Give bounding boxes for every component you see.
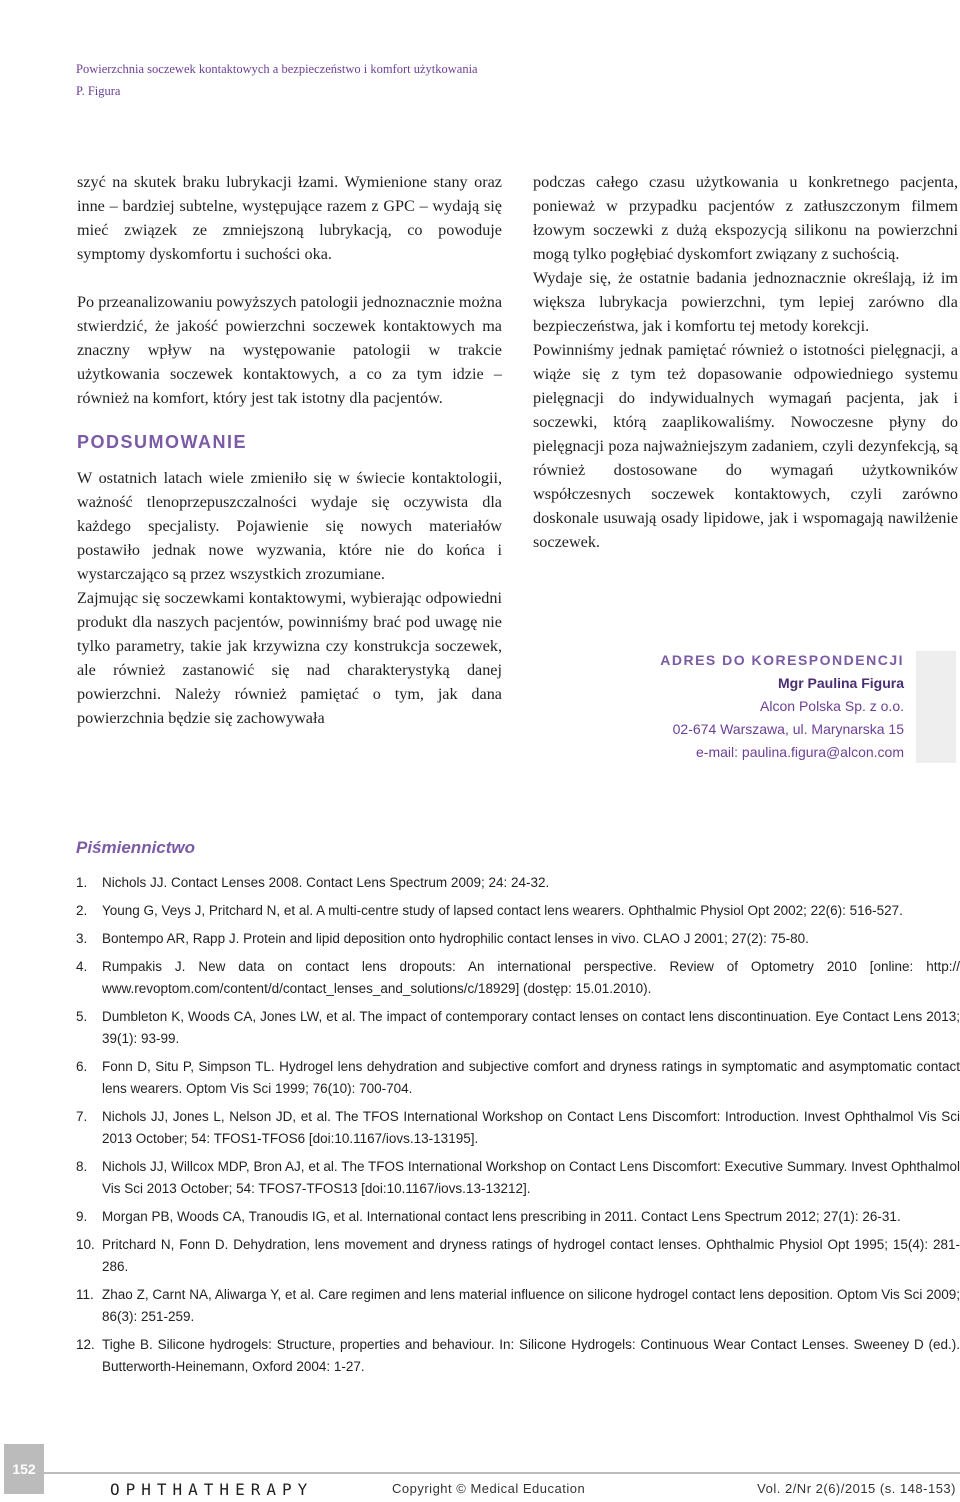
reference-item <box>76 1056 960 1100</box>
reference-item <box>76 872 960 894</box>
reference-item <box>76 1106 960 1150</box>
right-paragraph-1: podczas całego czasu użytkowania u konkretnego pacjenta, ponieważ w przypadku pacjentów z zatłuszczonym filmem łzowym soczewki z dużą ekspozycją silikonu na powierzchni mogą tylko pogłębiać dyskomfort związany z suchością. <box>533 173 958 263</box>
reference-number: 4. <box>76 959 88 974</box>
right-column <box>533 170 958 554</box>
reference-text: Nichols JJ, Willcox MDP, Bron AJ, et al. The TFOS International Workshop on Contact Lens Discomfort: Executive Summary. Invest Ophthalmol Vis Sci 2013 October; 54: TFOS7-TFOS13 [doi:10.1167/iovs.13-13212]. <box>102 1159 960 1196</box>
reference-text: Young G, Veys J, Pritchard N, et al. A multi-centre study of lapsed contact lens wearers. Ophthalmic Physiol Opt 2002; 22(6): 516-527. <box>102 903 903 918</box>
reference-item <box>76 1006 960 1050</box>
references-title: Piśmiennictwo <box>76 838 196 857</box>
footer-volume: Vol. 2/Nr 2(6)/2015 (s. 148-153) <box>757 1481 956 1496</box>
reference-item <box>76 1156 960 1200</box>
section-heading-summary: PODSUMOWANIE <box>77 432 248 452</box>
footer-copyright: Copyright © Medical Education <box>392 1481 586 1496</box>
reference-text: Rumpakis J. New data on contact lens dropouts: An international perspective. Review of Optometry 2010 [online: http:// www.revoptom.com/content/d/contact_lenses_and_solutions/c/18929] (dostęp: 15.01.2010). <box>102 959 960 996</box>
reference-number: 11. <box>76 1287 94 1302</box>
running-head-title: Powierzchnia soczewek kontaktowych a bezpieczeństwo i komfort użytkowania <box>76 62 478 76</box>
reference-item <box>76 1284 960 1328</box>
reference-number: 2. <box>76 903 88 918</box>
right-paragraph-3: Powinniśmy jednak pamiętać również o istotności pielęgnacji, a wiąże się z tym też dopasowanie odpowiedniego systemu pielęgnacji do indywidualnych wymagań pacjenta, jak i soczewki, którą zaaplikowaliśmy. Nowoczesne płyny do pielęgnacji poza najważniejszym zadaniem, czyli dezynfekcją, są również dostosowane do wymagań użytkowników współczesnych soczewek kontaktowych, czyli zarówno doskonale usuwają osady lipidowe, jak i wspomagają nawilżenie soczewek. <box>533 341 958 551</box>
reference-text: Bontempo AR, Rapp J. Protein and lipid deposition onto hydrophilic contact lenses in vivo. CLAO J 2001; 27(2): 75-80. <box>102 931 809 946</box>
running-head-author: P. Figura <box>76 84 121 98</box>
left-paragraph-2: Po przeanalizowaniu powyższych patologii jednoznacznie można stwierdzić, że jakość powierzchni soczewek kontaktowych ma znaczny wpływ na występowanie patologii w trakcie użytkowania soczewek kontaktowych, a co za tym idzie – również na komfort, który jest tak istotny dla pacjentów. <box>77 293 502 407</box>
right-paragraph-2: Wydaje się, że ostatnie badania jednoznacznie określają, iż im większa lubrykacja powierzchni, tym lepiej zarówno dla bezpieczeństwa, jak i komfortu tej metody korekcji. <box>533 269 958 335</box>
running-head <box>76 58 478 102</box>
reference-text: Nichols JJ. Contact Lenses 2008. Contact Lens Spectrum 2009; 24: 24-32. <box>102 875 550 890</box>
correspondence-email[interactable]: e-mail: paulina.figura@alcon.com <box>696 744 904 760</box>
reference-text: Zhao Z, Carnt NA, Aliwarga Y, et al. Care regimen and lens material influence on silicone hydrogel contact lens deposition. Optom Vis Sci 2009; 86(3): 251-259. <box>102 1287 960 1324</box>
footer-divider <box>44 1472 960 1474</box>
reference-number: 3. <box>76 931 88 946</box>
correspondence-name: Mgr Paulina Figura <box>777 675 904 691</box>
reference-text: Morgan PB, Woods CA, Tranoudis IG, et al. International contact lens prescribing in 2011. Contact Lens Spectrum 2012; 27(1): 26-31. <box>102 1209 901 1224</box>
reference-number: 5. <box>76 1009 88 1024</box>
reference-item <box>76 1334 960 1378</box>
reference-number: 6. <box>76 1059 88 1074</box>
references-list <box>76 872 960 1384</box>
reference-text: Fonn D, Situ P, Simpson TL. Hydrogel lens dehydration and subjective comfort and dryness ratings in symptomatic and asymptomatic contact lens wearers. Optom Vis Sci 1999; 76(10): 700-704. <box>102 1059 960 1096</box>
correspondence-block <box>660 649 904 764</box>
left-column <box>77 170 502 730</box>
correspondence-heading: ADRES DO KORESPONDENCJI <box>660 652 904 668</box>
left-paragraph-4: Zajmując się soczewkami kontaktowymi, wybierając odpowiedni produkt dla naszych pacjentów, powinniśmy brać pod uwagę nie tylko parametry, takie jak krzywizna czy konstrukcja soczewek, ale również zastanowić się nad charakterystyką danej powierzchni. Należy również pamiętać o tym, jak dana powierzchnia będzie się zachowywała <box>77 589 502 727</box>
left-paragraph-1: szyć na skutek braku lubrykacji łzami. Wymienione stany oraz inne – bardziej subtelne, występujące razem z GPC – wydają się mieć związek ze zmniejszoną lubrykacją, co powoduje symptomy dyskomfortu i suchości oka. <box>77 173 502 263</box>
reference-item <box>76 1234 960 1278</box>
reference-number: 9. <box>76 1209 88 1224</box>
reference-item <box>76 956 960 1000</box>
left-paragraph-3: W ostatnich latach wiele zmieniło się w świecie kontaktologii, ważność tlenoprzepuszczalności wydaje się oczywista dla każdego specjalisty. Pojawienie się nowych materiałów postawiło jednak nowe wyzwania, które nie do końca i wystarczająco są przez wszystkich zrozumiane. <box>77 469 502 583</box>
correspondence-decoration <box>916 651 956 763</box>
reference-item <box>76 900 960 922</box>
reference-text: Nichols JJ, Jones L, Nelson JD, et al. The TFOS International Workshop on Contact Lens Discomfort: Introduction. Invest Ophthalmol Vis Sci 2013 October; 54: TFOS1-TFOS6 [doi:10.1167/iovs.13-13195]. <box>102 1109 960 1146</box>
reference-text: Dumbleton K, Woods CA, Jones LW, et al. The impact of contemporary contact lenses on contact lens discontinuation. Eye Contact Lens 2013; 39(1): 93-99. <box>102 1009 960 1046</box>
page-number: 152 <box>4 1444 44 1494</box>
reference-number: 12. <box>76 1337 95 1352</box>
reference-number: 8. <box>76 1159 88 1174</box>
reference-text: Tighe B. Silicone hydrogels: Structure, properties and behaviour. In: Silicone Hydrogels: Continuous Wear Contact Lenses. Sweeney D (ed.). Butterworth-Heinemann, Oxford 2004: 1-27. <box>102 1337 960 1374</box>
correspondence-address: 02-674 Warszawa, ul. Marynarska 15 <box>672 721 904 737</box>
correspondence-company: Alcon Polska Sp. z o.o. <box>760 698 904 714</box>
reference-item <box>76 928 960 950</box>
reference-number: 1. <box>76 875 88 890</box>
reference-number: 10. <box>76 1237 95 1252</box>
reference-item <box>76 1206 960 1228</box>
journal-name: OPHTHATHERAPY <box>110 1480 314 1499</box>
reference-number: 7. <box>76 1109 88 1124</box>
reference-text: Pritchard N, Fonn D. Dehydration, lens movement and dryness ratings of hydrogel contact lenses. Ophthalmic Physiol Opt 1995; 15(4): 281-286. <box>102 1237 960 1274</box>
